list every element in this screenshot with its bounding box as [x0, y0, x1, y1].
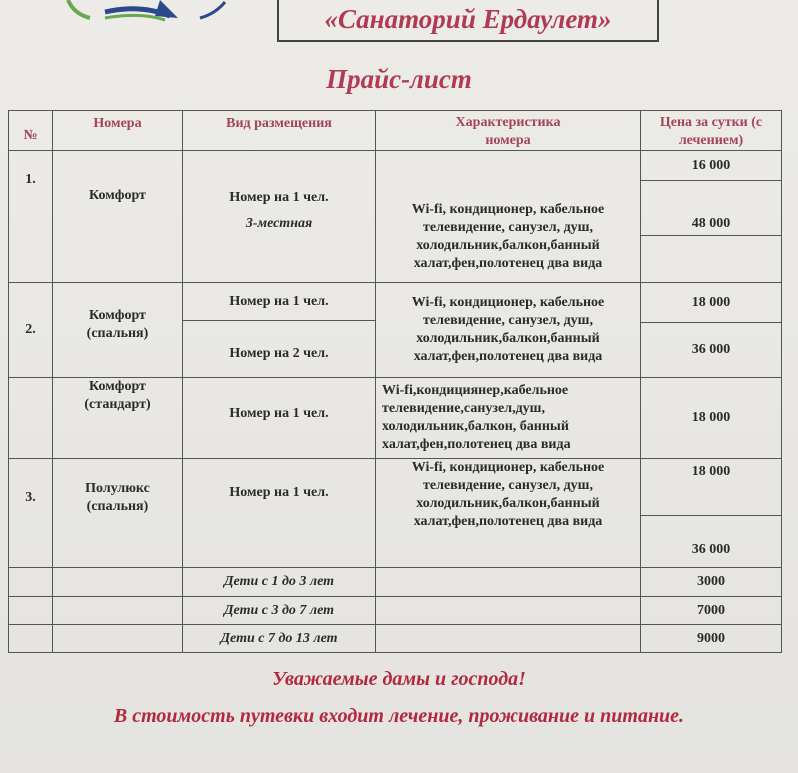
footer-greeting: Уважаемые дамы и господа! — [272, 668, 526, 690]
row-number: 2. — [8, 282, 53, 378]
room-name: Полулюкс (спальня) — [52, 458, 183, 568]
child-price: 9000 — [640, 624, 782, 653]
sanatorium-title: «Санаторий Ердаулет» — [277, 0, 659, 42]
room-features — [375, 596, 641, 625]
room-name — [52, 567, 183, 597]
room-features — [375, 624, 641, 653]
price-cell: 36 000 — [640, 322, 782, 378]
sanatorium-logo — [60, 0, 240, 22]
price-cell: 36 000 — [640, 515, 782, 568]
placement-type: Номер на 2 чел. — [182, 320, 376, 378]
room-name: Комфорт (стандарт) — [52, 377, 183, 459]
footer-note: В стоимость путевки входит лечение, проживание и питание. — [113, 705, 685, 727]
placement-type: Номер на 1 чел. — [182, 282, 376, 321]
placement-type: Номер на 1 чел. — [182, 377, 376, 459]
price-cell: 18 000 — [640, 282, 782, 323]
room-features: Wi-fi, кондиционер, кабельное телевидение, санузел, душ, холодильник,балкон,банный халат,фен,полотенец два вида — [375, 282, 641, 378]
room-features — [375, 567, 641, 597]
header-number: № — [8, 110, 53, 151]
room-name — [52, 624, 183, 653]
placement-type: Номер на 1 чел. — [182, 458, 376, 568]
header-price: Цена за сутки (с лечением) — [640, 110, 782, 151]
placement-capacity: 3-местная — [245, 216, 313, 231]
price-cell: 48 000 — [640, 180, 782, 236]
child-age-label: Дети с 3 до 7 лет — [182, 596, 376, 625]
child-age-label: Дети с 7 до 13 лет — [182, 624, 376, 653]
price-cell: 18 000 — [640, 458, 782, 516]
row-number — [8, 377, 53, 459]
price-list-heading: Прайс-лист — [326, 64, 472, 94]
price-cell: 18 000 — [640, 377, 782, 459]
room-name: Комфорт — [52, 150, 183, 283]
room-features: Wi-fi,кондициянер,кабельное телевидение,санузел,душ, холодильник,балкон, банный халат,фен,полотенец два вида — [375, 377, 641, 459]
row-number — [8, 567, 53, 597]
room-features: Wi-fi, кондиционер, кабельное телевидение, санузел, душ, холодильник,балкон,банный халат,фен,полотенец два вида — [375, 150, 641, 283]
room-name — [52, 596, 183, 625]
header-features: Характеристика номера — [375, 110, 641, 151]
row-number: 3. — [8, 458, 53, 568]
header-placement: Вид размещения — [182, 110, 376, 151]
child-price: 7000 — [640, 596, 782, 625]
room-features: Wi-fi, кондиционер, кабельное телевидение, санузел, душ, холодильник,балкон,банный халат,фен,полотенец два вида — [375, 458, 641, 568]
row-number — [8, 624, 53, 653]
child-price: 3000 — [640, 567, 782, 597]
placement-cell — [182, 150, 376, 283]
row-number: 1. — [8, 150, 53, 283]
room-name: Комфорт (спальня) — [52, 282, 183, 378]
child-age-label: Дети с 1 до 3 лет — [182, 567, 376, 597]
row-number — [8, 596, 53, 625]
price-cell-empty — [640, 235, 782, 283]
price-cell: 16 000 — [640, 150, 782, 181]
header-rooms: Номера — [52, 110, 183, 151]
placement-type: Номер на 1 чел. — [229, 190, 329, 205]
